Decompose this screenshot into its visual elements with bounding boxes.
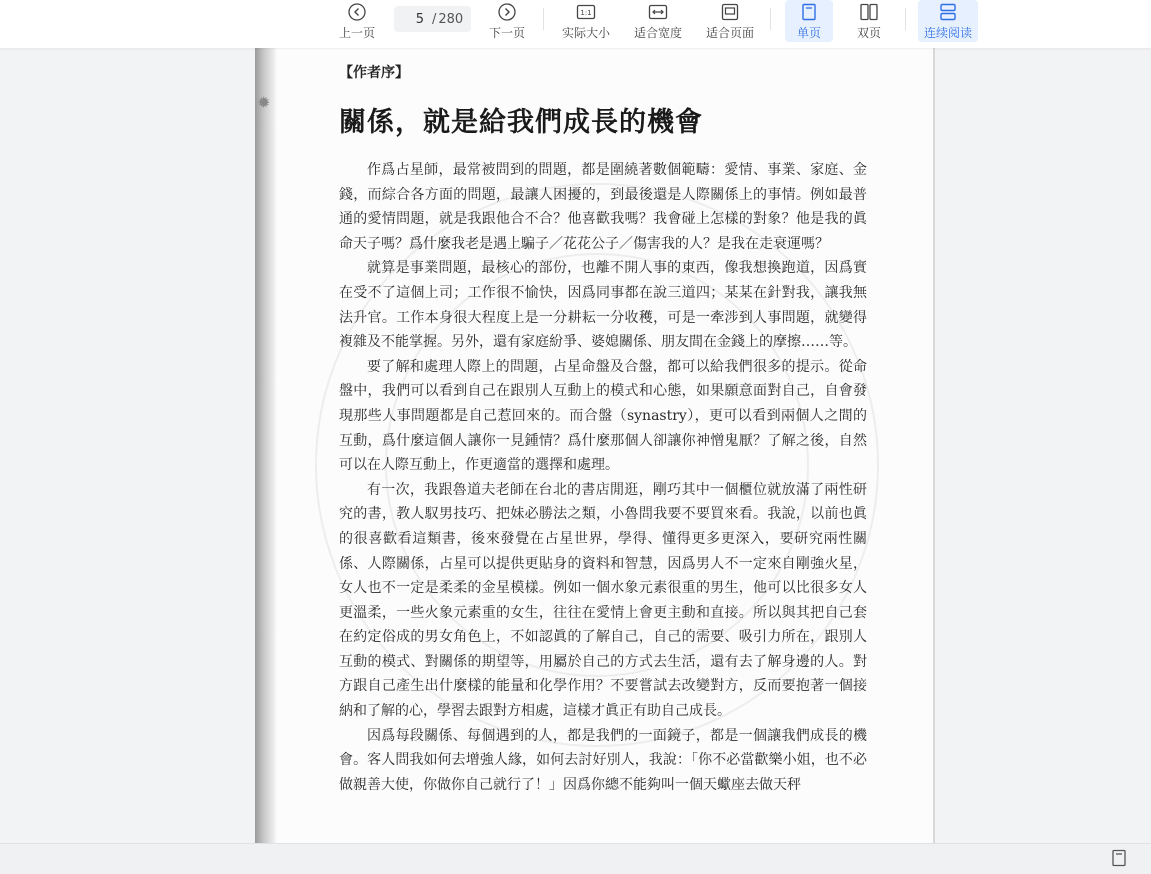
paragraph: 要了解和處理人際上的問題，占星命盤及合盤，都可以給我們很多的提示。從命盤中，我們可以看到自己在跟別人互動上的模式和心態，如果願意面對自己，自會發現那些人事問題都是自己惹回來的。而合盤（synastry），更可以看到兩個人之間的互動，爲什麼這個人讓你一見鍾情？爲什麼那個人卻讓你神憎鬼厭？了解之後，自然可以在人際互動上，作更適當的選擇和處理。 <box>339 358 867 474</box>
toolbar-divider <box>543 8 544 30</box>
chevron-right-circle-icon <box>498 3 516 21</box>
next-page-label: 下一页 <box>488 26 525 40</box>
prev-page-label: 上一页 <box>338 26 375 40</box>
fit-page-icon <box>720 3 740 21</box>
actual-size-label: 实际大小 <box>561 26 610 40</box>
single-page-icon <box>800 3 818 21</box>
fit-width-icon <box>648 3 668 21</box>
continuous-reading-button[interactable] <box>918 0 978 42</box>
chapter-title: 關係，就是給我們成長的機會 <box>339 107 703 138</box>
status-bar <box>0 843 1151 874</box>
ink-mark-icon: ✹ <box>257 93 271 112</box>
paragraph: 因爲每段關係、每個遇到的人，都是我們的一面鏡子，都是一個讓我們成長的機會。客人問我如何去增強人緣，如何去討好別人，我說：「你不必當歡樂小姐，也不必做親善大使，你做你自己就行了！」因爲你總不能夠叫一個天蠍座去做天秤 <box>339 727 867 793</box>
actual-size-icon <box>576 3 596 21</box>
toolbar-divider <box>905 8 906 30</box>
document-page <box>255 48 935 843</box>
page-indicator <box>394 6 471 32</box>
document-viewer[interactable] <box>0 48 1151 843</box>
total-pages: 280 <box>438 11 464 27</box>
section-heading: 【作者序】 <box>339 65 409 81</box>
next-page-button[interactable] <box>487 0 527 42</box>
reader-toolbar <box>0 0 1151 48</box>
continuous-reading-label: 连续阅读 <box>923 26 972 40</box>
page-spine-shadow <box>255 48 277 843</box>
paragraph: 有一次，我跟魯道夫老師在台北的書店閒逛，剛巧其中一個櫃位就放滿了兩性研究的書，教人馭男技巧、把妹必勝法之類，小魯問我要不要買來看。我說，以前也眞的很喜歡看這類書，後來發覺在占星世界，學得、懂得更多更深入，要研究兩性關係、人際關係，占星可以提供更貼身的資料和智慧，因爲男人不一定來自剛強火星，女人也不一定是柔柔的金星模樣。例如一個水象元素很重的男生，他可以比很多女人更溫柔，一些火象元素重的女生，往往在愛情上會更主動和直接。所以與其把自己套在約定俗成的男女角色上，不如認眞的了解自己，自己的需要、吸引力所在，跟別人互動的模式、對關係的期望等，用屬於自己的方式去生活，還有去了解身邊的人。對方跟自己產生出什麼樣的能量和化學作用？不要嘗試去改變對方，反而要抱著一個接納和了解的心，學習去跟對方相處，這樣才眞正有助自己成長。 <box>339 481 867 720</box>
chevron-left-circle-icon <box>348 3 366 21</box>
toolbar-divider <box>770 8 771 30</box>
double-page-icon <box>859 3 879 21</box>
continuous-scroll-icon <box>938 3 958 21</box>
paragraph: 就算是事業問題，最核心的部份，也離不開人事的東西，像我想換跑道，因爲實在受不了這個上司；工作很不愉快，因爲同事都在說三道四；某某在針對我，讓我無法升官。工作本身很大程度上是一分耕耘一分收穫，可是一牽涉到人事問題，就變得複雜及不能掌握。另外，還有家庭紛爭、婆媳關係、朋友間在金錢上的摩擦……等。 <box>339 260 867 351</box>
fit-page-label: 适合页面 <box>705 26 754 40</box>
page-edge <box>933 48 935 843</box>
fit-width-button[interactable] <box>632 0 684 42</box>
double-page-button[interactable] <box>846 0 892 42</box>
single-page-view-icon[interactable] <box>1111 849 1127 867</box>
prev-page-button[interactable] <box>337 0 377 42</box>
actual-size-button[interactable] <box>560 0 612 42</box>
page-number-input[interactable] <box>400 12 424 27</box>
double-page-label: 双页 <box>856 26 881 40</box>
svg-text:1:1: 1:1 <box>580 9 592 17</box>
single-page-button[interactable] <box>785 0 833 42</box>
single-page-label: 单页 <box>796 26 821 40</box>
fit-width-label: 适合宽度 <box>633 26 682 40</box>
fit-page-button[interactable] <box>704 0 756 42</box>
document-body <box>339 158 867 797</box>
page-separator: / <box>432 11 437 27</box>
paragraph: 作爲占星師，最常被問到的問題，都是圍繞著數個範疇：愛情、事業、家庭、金錢，而綜合各方面的問題，最讓人困擾的，到最後還是人際關係上的事情。例如最普通的愛情問題，就是我跟他合不合？他喜歡我嗎？我會碰上怎樣的對象？他是我的眞命天子嗎？爲什麼我老是遇上騙子／花花公子／傷害我的人？是我在走衰運嗎？ <box>339 162 867 252</box>
